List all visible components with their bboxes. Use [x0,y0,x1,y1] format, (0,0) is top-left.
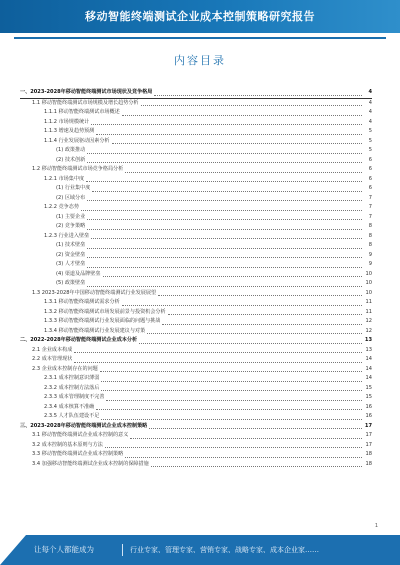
toc-entry-page: 7 [368,213,372,220]
toc-entry[interactable] [20,137,372,147]
footer-brand: 让每个人都能成为 [34,545,94,554]
toc-entry[interactable] [20,88,372,99]
toc-entry-label: 三、2023-2028年移动智能终端测试企业成本控制策略 [20,422,148,429]
toc-entry-label: (1) 政策推动 [56,147,86,153]
toc-entry-label: (4) 渠道及品牌壁垒 [56,270,101,277]
toc-entry[interactable] [20,184,372,194]
toc-leader-dots [149,428,362,429]
toc-entry-label: 3.1 移动智能终端测试企业成本控制的意义 [32,432,129,438]
toc-entry-page: 4 [368,89,372,95]
toc-leader-dots [130,438,362,439]
toc-entry-label: 2.3.1 成本控制意识薄弱 [44,375,100,381]
toc-leader-dots [125,457,362,458]
page-number: 1 [374,523,378,529]
toc-entry[interactable] [20,222,372,232]
toc-entry[interactable] [20,393,372,403]
toc-entry-page: 7 [368,204,372,210]
toc-entry[interactable] [20,422,372,432]
toc-entry-page: 13 [365,346,372,353]
toc-leader-dots [74,352,362,353]
toc-entry[interactable] [20,374,372,384]
toc-entry[interactable] [20,431,372,441]
toc-entry-label: 1.2 移动智能终端测试市场竞争格局分析 [32,166,124,172]
toc-leader-dots [87,286,362,287]
toc-entry-page: 13 [364,337,372,343]
toc-entry-page: 10 [365,280,372,286]
toc-leader-dots [101,390,362,391]
toc-entry-label: 1.1.4 行业发展驱动因素分析 [44,137,110,144]
toc-entry-page: 6 [368,156,372,163]
toc-entry-page: 5 [368,137,372,144]
toc-entry[interactable] [20,213,372,223]
toc-entry-page: 5 [368,128,372,134]
toc-entry-label: 1.3.4 移动智能终端测试行业发展建议与对策 [44,327,146,334]
toc-entry-page: 6 [368,175,372,182]
toc-entry-page: 11 [365,308,372,315]
toc-entry-page: 18 [365,451,372,457]
toc-entry[interactable] [20,175,372,185]
toc-leader-dots [154,95,362,96]
toc-entry[interactable] [20,146,372,156]
toc-entry[interactable] [20,412,372,422]
toc-entry-page: 14 [365,365,372,372]
toc-entry[interactable] [20,270,372,280]
toc-leader-dots [100,371,362,372]
toc-leader-dots [86,181,362,182]
toc-entry[interactable] [20,251,372,261]
toc-entry-page: 8 [368,242,372,248]
toc-entry[interactable] [20,317,372,327]
toc-entry-page: 15 [365,394,372,400]
toc-leader-dots [87,248,362,249]
toc-entry[interactable] [20,260,372,270]
toc-entry-label: 2.2 成本管理现状 [32,356,73,362]
toc-entry-page: 17 [365,441,372,448]
toc-entry[interactable] [20,336,372,346]
toc-entry[interactable] [20,403,372,413]
toc-entry-label: 2.3.3 成本管理制度不完善 [44,394,105,400]
toc-entry-label: 3.2 成本控制的基本原则与方法 [32,441,103,448]
toc-entry-label: (3) 人才壁垒 [56,261,86,267]
toc-entry-page: 6 [368,166,372,172]
toc-leader-dots [141,105,362,106]
toc-entry-label: 1.3.1 移动智能终端测试需求分析 [44,299,120,305]
table-of-contents [20,88,372,469]
toc-entry-label: 2.3 企业成本控制存在的问题 [32,365,98,372]
toc-entry[interactable] [20,127,372,137]
toc-entry-label: 1.1.3 增速及趋势预测 [44,128,95,134]
toc-leader-dots [122,305,362,306]
report-header [0,0,400,33]
toc-entry[interactable] [20,279,372,289]
toc-entry[interactable] [20,355,372,365]
toc-entry-label: 3.4 加强移动智能终端测试企业成本控制的保障措施 [32,460,149,467]
toc-entry-label: 一、2023-2028年移动智能终端测试市场现状及竞争格局 [20,89,153,95]
toc-leader-dots [92,191,362,192]
footer-tagline: 行业专家、管理专家、营销专家、战略专家、成本企业家…… [130,546,319,554]
toc-entry-page: 10 [365,289,372,296]
toc-entry-page: 4 [368,109,372,115]
toc-entry-page: 5 [368,147,372,153]
toc-entry-page: 16 [365,413,372,419]
toc-entry-label: 二、2022-2028年移动智能终端测试企业成本分析 [20,337,138,343]
toc-leader-dots [74,362,362,363]
toc-leader-dots [122,115,362,116]
toc-entry-label: (5) 政策壁垒 [56,280,86,286]
toc-leader-dots [87,257,362,258]
toc-heading: 内容目录 [174,54,226,67]
toc-entry-label: (2) 技术创新 [56,156,86,163]
report-footer [0,535,400,565]
toc-leader-dots [151,466,362,467]
toc-entry-label: 1.1 移动智能终端测试市场规模及增长趋势分析 [32,99,139,106]
toc-entry-page: 15 [365,384,372,391]
report-title: 移动智能终端测试企业成本控制策略研究报告 [85,10,315,23]
toc-entry[interactable] [20,365,372,375]
toc-leader-dots [91,238,362,239]
toc-entry[interactable] [20,298,372,308]
toc-entry-label: 1.1.1 移动智能终端测试市场概述 [44,109,120,115]
toc-entry-label: 3.3 移动智能终端测试企业成本控制策略 [32,451,124,457]
toc-entry-label: 2.3.5 人才队伍建设不足 [44,413,100,419]
toc-entry[interactable] [20,450,372,460]
toc-entry-page: 10 [365,270,372,277]
toc-entry[interactable] [20,327,372,337]
toc-leader-dots [162,324,362,325]
toc-leader-dots [139,343,362,344]
toc-leader-dots [101,419,362,420]
toc-leader-dots [87,200,362,201]
toc-entry[interactable] [20,308,372,318]
toc-entry[interactable] [20,99,372,109]
toc-entry[interactable] [20,441,372,451]
toc-entry[interactable] [20,203,372,213]
toc-leader-dots [125,172,362,173]
toc-entry-page: 8 [368,223,372,229]
toc-entry[interactable] [20,165,372,175]
toc-entry-label: 1.2.3 行业进入壁垒 [44,232,90,239]
toc-entry-label: (1) 主要企业 [56,213,86,220]
footer-divider [122,544,123,556]
toc-entry-label: (2) 竞争策略 [56,223,86,229]
toc-leader-dots [81,210,362,211]
toc-entry[interactable] [20,156,372,166]
toc-entry-page: 8 [368,232,372,239]
toc-entry[interactable] [20,118,372,128]
toc-entry[interactable] [20,289,372,299]
toc-entry[interactable] [20,460,372,470]
toc-entry-page: 7 [368,194,372,201]
toc-entry-page: 18 [365,460,372,467]
toc-entry-page: 9 [368,251,372,258]
toc-entry-label: 1.1.2 市场规模统计 [44,118,90,125]
toc-leader-dots [87,219,362,220]
toc-leader-dots [96,134,362,135]
toc-leader-dots [105,447,362,448]
toc-leader-dots [106,400,362,401]
toc-leader-dots [147,333,362,334]
toc-leader-dots [168,314,362,315]
toc-entry-label: 1.2.1 市场集中度 [44,175,85,182]
toc-entry-page: 4 [368,99,372,106]
toc-entry[interactable] [20,232,372,242]
toc-leader-dots [112,143,362,144]
toc-entry-label: 1.3.3 移动智能终端测试行业发展面临的问题与挑战 [44,318,161,324]
toc-entry-label: (2) 区域分布 [56,194,86,201]
toc-leader-dots [87,267,362,268]
toc-entry-page: 11 [365,299,372,305]
toc-entry-page: 6 [368,185,372,191]
toc-leader-dots [101,381,362,382]
toc-entry-label: (1) 行业集中度 [56,185,91,191]
toc-entry-label: 1.3 2023-2028年中国移动智能终端测试行业发展展望 [32,289,157,296]
toc-entry-page: 14 [365,375,372,381]
toc-entry-page: 12 [365,318,372,324]
toc-entry-label: 2.3.2 成本控制方法落后 [44,384,100,391]
header-rule [14,37,386,39]
toc-entry-label: 2.3.4 成本核算不准确 [44,403,95,410]
toc-leader-dots [87,162,362,163]
toc-leader-dots [158,295,362,296]
toc-entry[interactable] [20,241,372,251]
toc-entry-page: 14 [365,356,372,362]
footer-notch [0,535,26,565]
toc-entry-label: (1) 技术壁垒 [56,242,86,248]
toc-entry-label: 1.3.2 移动智能终端测试市场发展前景与投资机会分析 [44,308,166,315]
toc-entry[interactable] [20,384,372,394]
toc-leader-dots [91,124,362,125]
toc-entry-label: 1.2.2 竞争态势 [44,204,79,210]
toc-leader-dots [96,409,362,410]
toc-entry-page: 16 [365,403,372,410]
toc-entry-page: 12 [365,327,372,334]
toc-leader-dots [87,153,362,154]
toc-entry[interactable] [20,346,372,356]
toc-leader-dots [103,276,363,277]
toc-entry-page: 9 [368,261,372,267]
toc-entry-page: 4 [368,118,372,125]
toc-entry-label: 2.1 企业成本构成 [32,346,73,353]
toc-entry-label: (2) 资金壁垒 [56,251,86,258]
toc-entry-page: 17 [365,432,372,438]
toc-entry-page: 17 [364,422,372,429]
toc-entry[interactable] [20,194,372,204]
toc-entry[interactable] [20,108,372,118]
toc-leader-dots [87,229,362,230]
